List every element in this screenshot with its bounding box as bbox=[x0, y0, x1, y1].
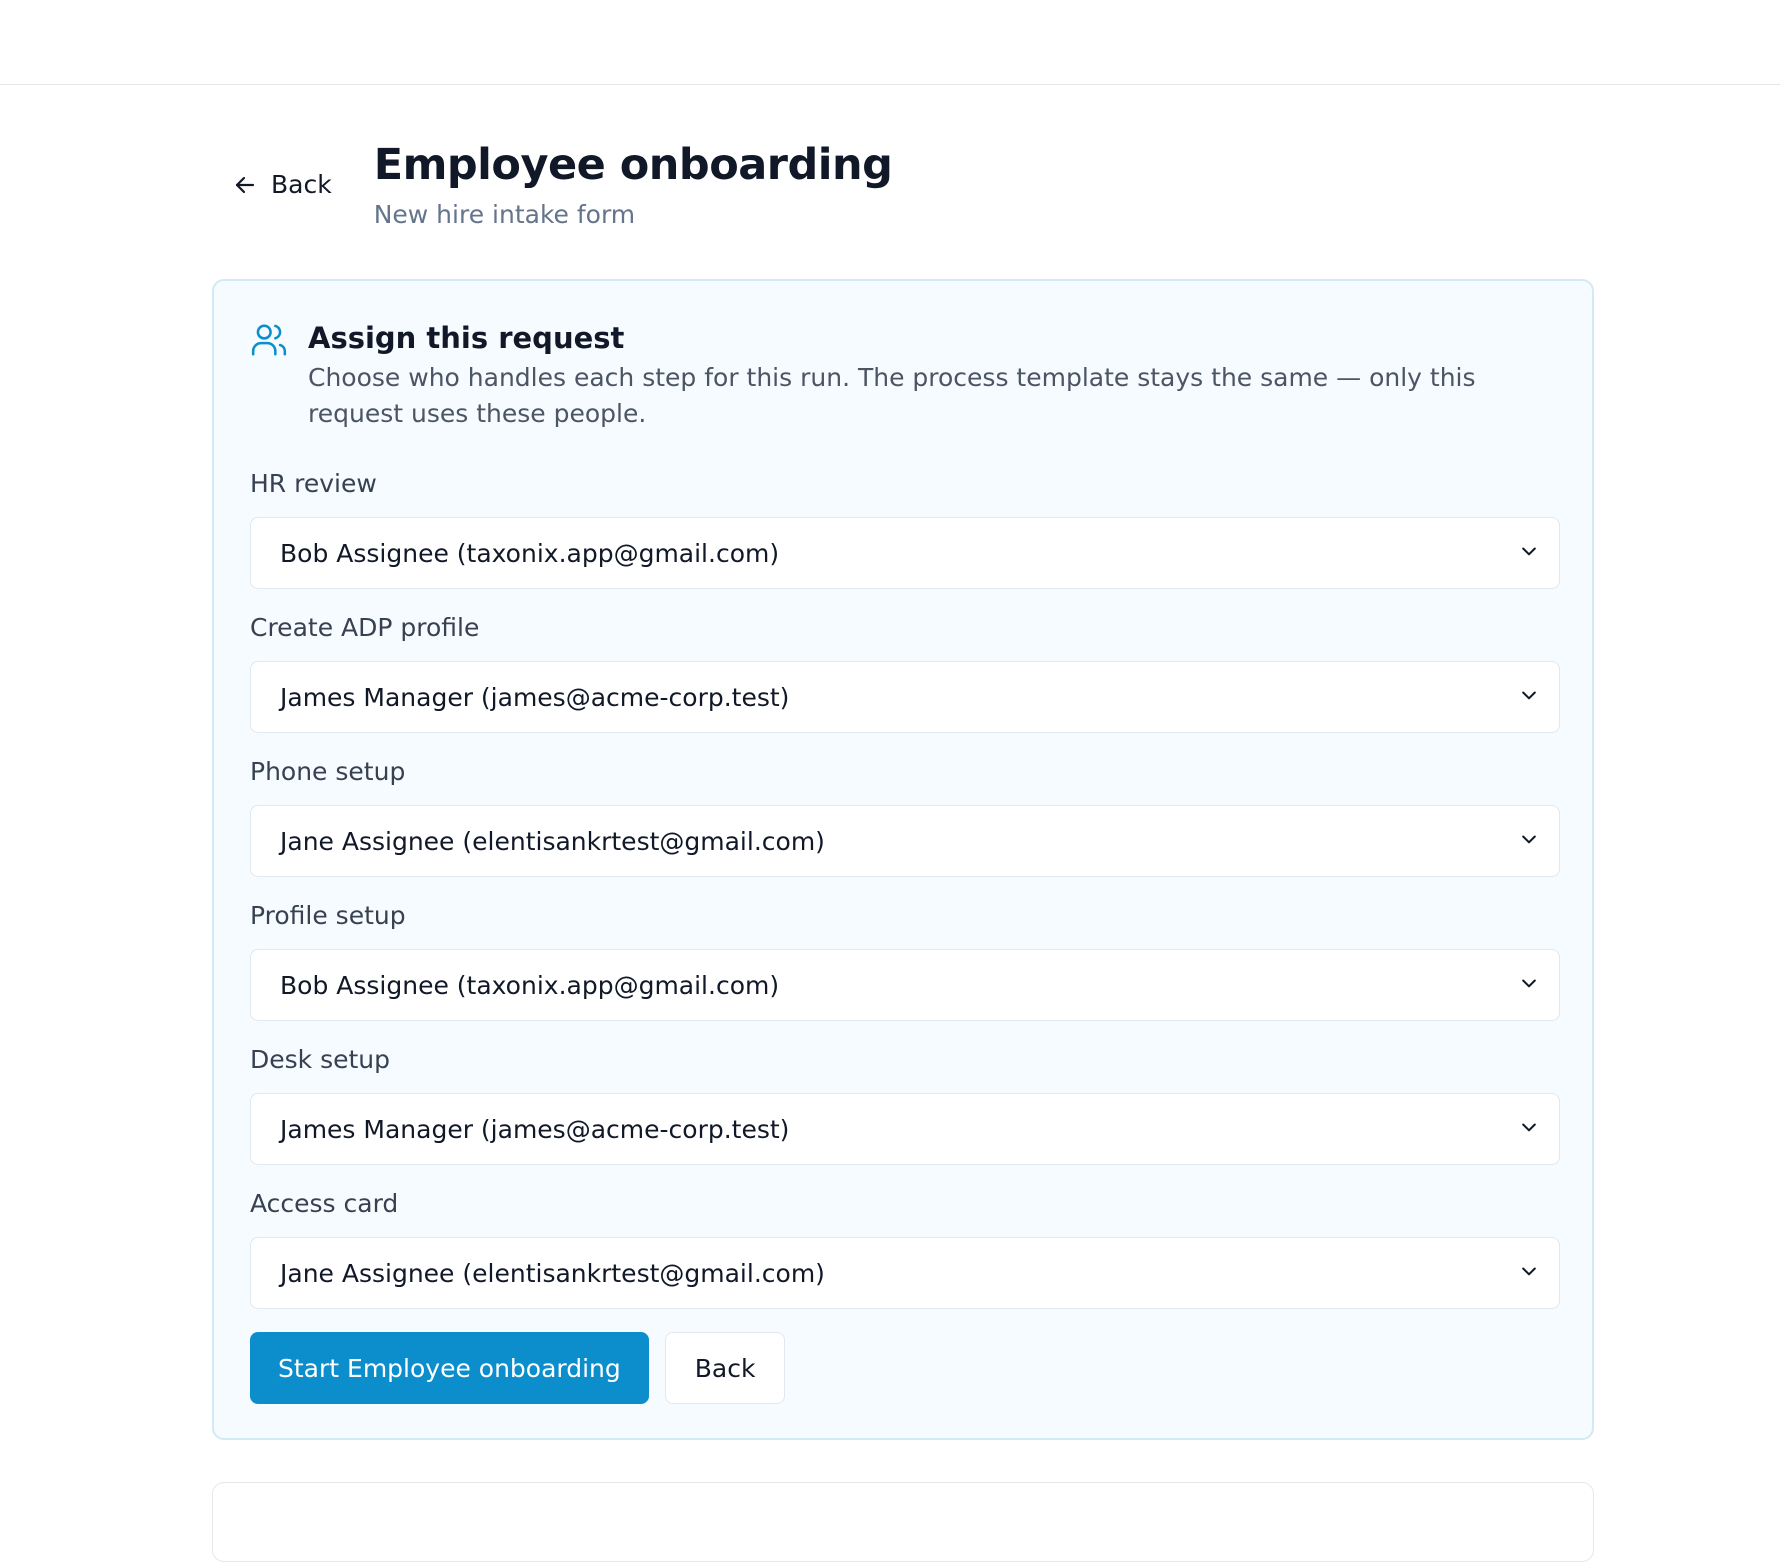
page-titles bbox=[374, 140, 893, 229]
field-phone-setup bbox=[250, 755, 1560, 877]
assignee-select[interactable] bbox=[250, 1093, 1560, 1165]
assignee-select[interactable] bbox=[250, 805, 1560, 877]
field-label: HR review bbox=[250, 469, 377, 498]
assignee-select[interactable] bbox=[250, 661, 1560, 733]
select-value: James Manager (james@acme-corp.test) bbox=[280, 682, 790, 712]
assign-request-card bbox=[212, 279, 1594, 1440]
assignee-select[interactable] bbox=[250, 517, 1560, 589]
top-bar bbox=[0, 0, 1780, 85]
page-subtitle: New hire intake form bbox=[373, 199, 636, 229]
back-link[interactable] bbox=[233, 170, 332, 199]
assign-request-description: Choose who handles each step for this run. The process template stays the same — only this request uses these people. bbox=[308, 362, 1476, 428]
field-label: Access card bbox=[250, 1189, 399, 1218]
chevron-down-icon bbox=[1519, 1261, 1539, 1285]
select-value: Bob Assignee (taxonix.app@gmail.com) bbox=[280, 538, 780, 568]
select-value: Jane Assignee (elentisankrtest@gmail.com) bbox=[280, 1258, 825, 1288]
field-label: Profile setup bbox=[250, 901, 406, 930]
back-link-label: Back bbox=[271, 170, 332, 199]
arrow-left-icon bbox=[233, 173, 257, 197]
chevron-down-icon bbox=[1519, 541, 1539, 565]
page-header bbox=[233, 140, 1593, 229]
field-access-card bbox=[250, 1187, 1560, 1309]
select-value: James Manager (james@acme-corp.test) bbox=[280, 1114, 790, 1144]
field-desk-setup bbox=[250, 1043, 1560, 1165]
assignee-select[interactable] bbox=[250, 949, 1560, 1021]
field-create-adp-profile bbox=[250, 611, 1560, 733]
select-value: Bob Assignee (taxonix.app@gmail.com) bbox=[280, 970, 780, 1000]
form-actions bbox=[250, 1332, 785, 1404]
next-section-card bbox=[212, 1482, 1594, 1562]
field-profile-setup bbox=[250, 899, 1560, 1021]
field-hr-review bbox=[250, 467, 1560, 589]
page-title: Employee onboarding bbox=[373, 140, 893, 190]
field-label: Create ADP profile bbox=[250, 613, 480, 642]
select-value: Jane Assignee (elentisankrtest@gmail.com) bbox=[280, 826, 825, 856]
chevron-down-icon bbox=[1519, 685, 1539, 709]
field-label: Phone setup bbox=[250, 757, 406, 786]
start-onboarding-button[interactable]: Start Employee onboarding bbox=[250, 1332, 649, 1404]
back-button[interactable]: Back bbox=[665, 1332, 786, 1404]
chevron-down-icon bbox=[1519, 973, 1539, 997]
chevron-down-icon bbox=[1519, 1117, 1539, 1141]
assign-request-title: Assign this request bbox=[308, 321, 625, 355]
assign-request-header bbox=[250, 321, 1560, 432]
users-icon bbox=[250, 321, 288, 359]
assignee-select[interactable] bbox=[250, 1237, 1560, 1309]
chevron-down-icon bbox=[1519, 829, 1539, 853]
field-label: Desk setup bbox=[250, 1045, 391, 1074]
